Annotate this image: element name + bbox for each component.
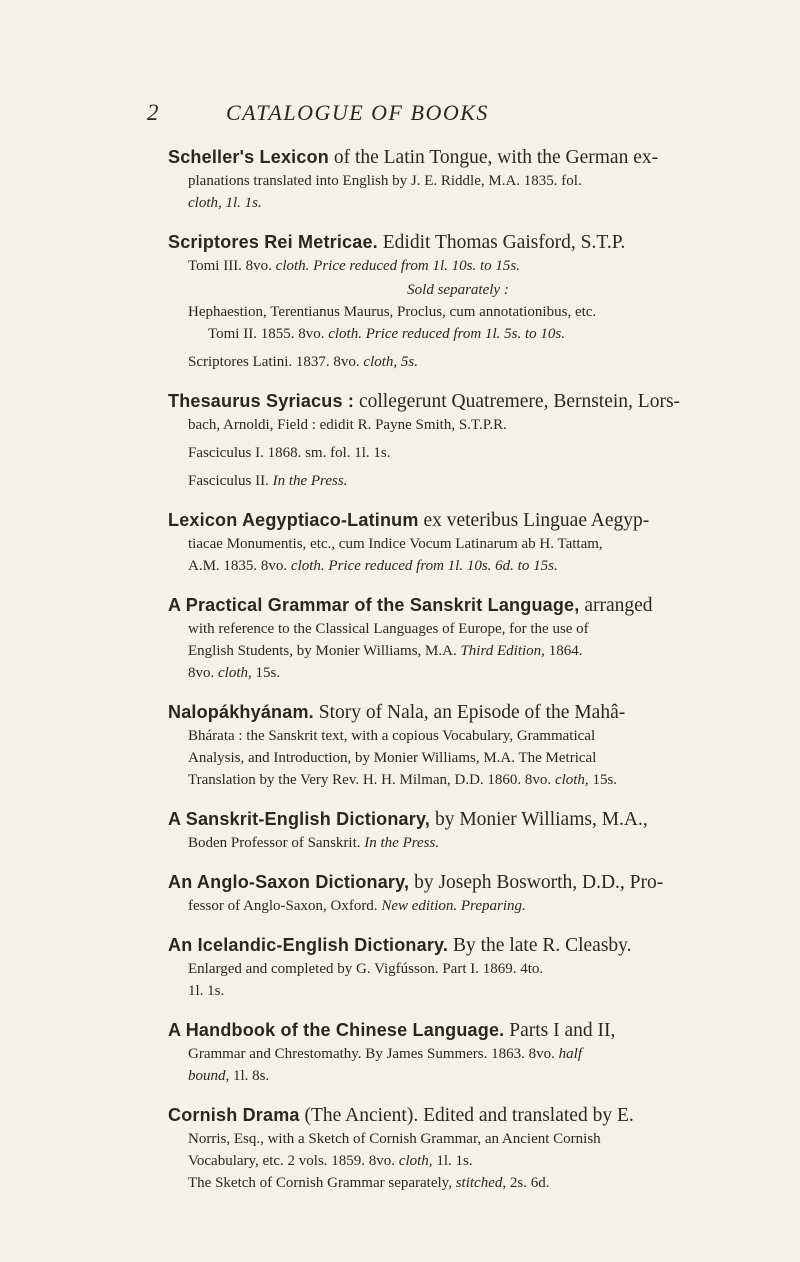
entry-heading: Lexicon Aegyptiaco-Latinum (168, 510, 419, 530)
entry-anglo-saxon-dictionary (168, 870, 748, 917)
entry-heading: A Sanskrit-English Dictionary, (168, 809, 431, 829)
entry-line: The Sketch of Cornish Grammar separately, (188, 1175, 456, 1191)
entry-line: A.M. 1835. 8vo. (188, 558, 291, 574)
page-number: 2 (147, 100, 159, 125)
entry-line: Analysis, and Introduction, by Monier Williams, M.A. The Metrical (188, 750, 597, 766)
entry-cornish-drama (168, 1103, 748, 1194)
entry-line: Enlarged and completed by G. Vigfússon. Part I. 1869. 4to. (188, 961, 544, 977)
entry-line: Boden Professor of Sanskrit. (188, 835, 365, 851)
entry-heading: An Icelandic-English Dictionary. (168, 935, 449, 955)
entry-heading: Nalopákhyánam. (168, 702, 314, 722)
catalogue-entries (168, 145, 748, 1210)
entry-year: 1864. (544, 643, 583, 659)
entry-binding: half (558, 1046, 582, 1062)
entry-scheller-lexicon (168, 145, 748, 214)
sub-entry-line: Hephaestion, Terentianus Maurus, Proclus, cum annotationibus, etc. (188, 304, 597, 320)
entry-price: 15s. (588, 772, 618, 788)
entry-line: Bhárata : the Sanskrit text, with a copious Vocabulary, Grammatical (188, 728, 596, 744)
entry-line: with reference to the Classical Languages of Europe, for the use of (188, 621, 589, 637)
entry-edition: Third Edition, (460, 643, 545, 659)
entry-price: 1l. 1s. (432, 1153, 473, 1169)
entry-title-text: by Monier Williams, M.A., (430, 809, 648, 830)
entry-line: fessor of Anglo-Saxon, Oxford. (188, 898, 382, 914)
entry-title-text: Parts I and II, (504, 1020, 616, 1041)
entry-heading: An Anglo-Saxon Dictionary, (168, 872, 410, 892)
sub-entry-price: cloth. Price reduced from 1l. 5s. to 10s. (328, 326, 565, 342)
entry-binding: cloth, (398, 1153, 433, 1169)
entry-line: Norris, Esq., with a Sketch of Cornish Grammar, an Ancient Cornish (188, 1131, 601, 1147)
entry-price: 15s. (251, 665, 281, 681)
entry-price: 1l. 8s. (229, 1068, 270, 1084)
entry-line: bach, Arnoldi, Field : edidit R. Payne Smith, S.T.P.R. (188, 417, 507, 433)
entry-binding: cloth, (218, 665, 252, 681)
entry-heading: Scheller's Lexicon (168, 147, 329, 167)
entry-format: 8vo. (188, 665, 218, 681)
entry-line: planations translated into English by J. E. Riddle, M.A. 1835. fol. (188, 173, 582, 189)
entry-title-text: (The Ancient). Edited and translated by E. (299, 1105, 634, 1126)
sub-entry-line: Scriptores Latini. 1837. 8vo. (188, 354, 364, 370)
entry-title-text: ex veteribus Linguae Aegyp- (418, 510, 650, 531)
entry-sanskrit-grammar (168, 593, 748, 684)
page-header (0, 100, 800, 132)
running-title: CATALOGUE OF BOOKS (226, 100, 489, 125)
entry-title-text: by Joseph Bosworth, D.D., Pro- (409, 872, 664, 893)
entry-icelandic-english-dictionary (168, 933, 748, 1002)
entry-heading: Thesaurus Syriacus : (168, 391, 355, 411)
entry-line: Grammar and Chrestomathy. By James Summers. 1863. 8vo. (188, 1046, 559, 1062)
fasciculus-line: Fasciculus II. (188, 473, 273, 489)
entry-line: Tomi III. 8vo. (188, 258, 276, 274)
entry-price: cloth. Price reduced from 1l. 10s. 6d. to 15s. (290, 558, 558, 574)
entry-nalopakhyanam (168, 700, 748, 791)
entry-sanskrit-english-dictionary (168, 807, 748, 854)
entry-scriptores-rei-metricae (168, 230, 748, 373)
entry-chinese-handbook (168, 1018, 748, 1087)
entry-heading: Scriptores Rei Metricae. (168, 232, 378, 252)
entry-price: cloth, 1l. 1s. (188, 195, 262, 211)
sub-entry-price: cloth, 5s. (363, 354, 418, 370)
entry-line: Vocabulary, etc. 2 vols. 1859. 8vo. (188, 1153, 399, 1169)
entry-binding: cloth, (554, 772, 589, 788)
entry-price: 1l. 1s. (188, 983, 225, 999)
entry-title-text: By the late R. Cleasby. (448, 935, 632, 956)
entry-price: cloth. Price reduced from 1l. 10s. to 15s. (275, 258, 520, 274)
entry-binding: stitched, (455, 1175, 507, 1191)
entry-thesaurus-syriacus (168, 389, 748, 492)
entry-status: New edition. Preparing. (381, 898, 526, 914)
sub-entry-line: Tomi II. 1855. 8vo. (208, 326, 329, 342)
entry-heading: A Handbook of the Chinese Language. (168, 1020, 505, 1040)
fasciculus-status: In the Press. (272, 473, 348, 489)
fasciculus-line: Fasciculus I. 1868. sm. fol. 1l. 1s. (188, 445, 391, 461)
entry-line: English Students, by Monier Williams, M.A. (188, 643, 461, 659)
sold-separately-label: Sold separately : (407, 282, 509, 298)
entry-lexicon-aegyptiaco-latinum (168, 508, 748, 577)
entry-price: 2s. 6d. (506, 1175, 550, 1191)
entry-title-text: arranged (579, 595, 653, 616)
entry-status: In the Press. (364, 835, 440, 851)
entry-binding: bound, (188, 1068, 230, 1084)
entry-heading: A Practical Grammar of the Sanskrit Language, (168, 595, 580, 615)
entry-line: Translation by the Very Rev. H. H. Milman, D.D. 1860. 8vo. (188, 772, 555, 788)
entry-line: tiacae Monumentis, etc., cum Indice Vocum Latinarum ab H. Tattam, (188, 536, 603, 552)
entry-title-text: collegerunt Quatremere, Bernstein, Lors- (354, 391, 681, 412)
entry-title-text: of the Latin Tongue, with the German ex- (328, 147, 659, 168)
entry-title-text: Story of Nala, an Episode of the Mahâ- (313, 702, 626, 723)
entry-heading: Cornish Drama (168, 1105, 300, 1125)
entry-title-text: Edidit Thomas Gaisford, S.T.P. (377, 232, 626, 253)
